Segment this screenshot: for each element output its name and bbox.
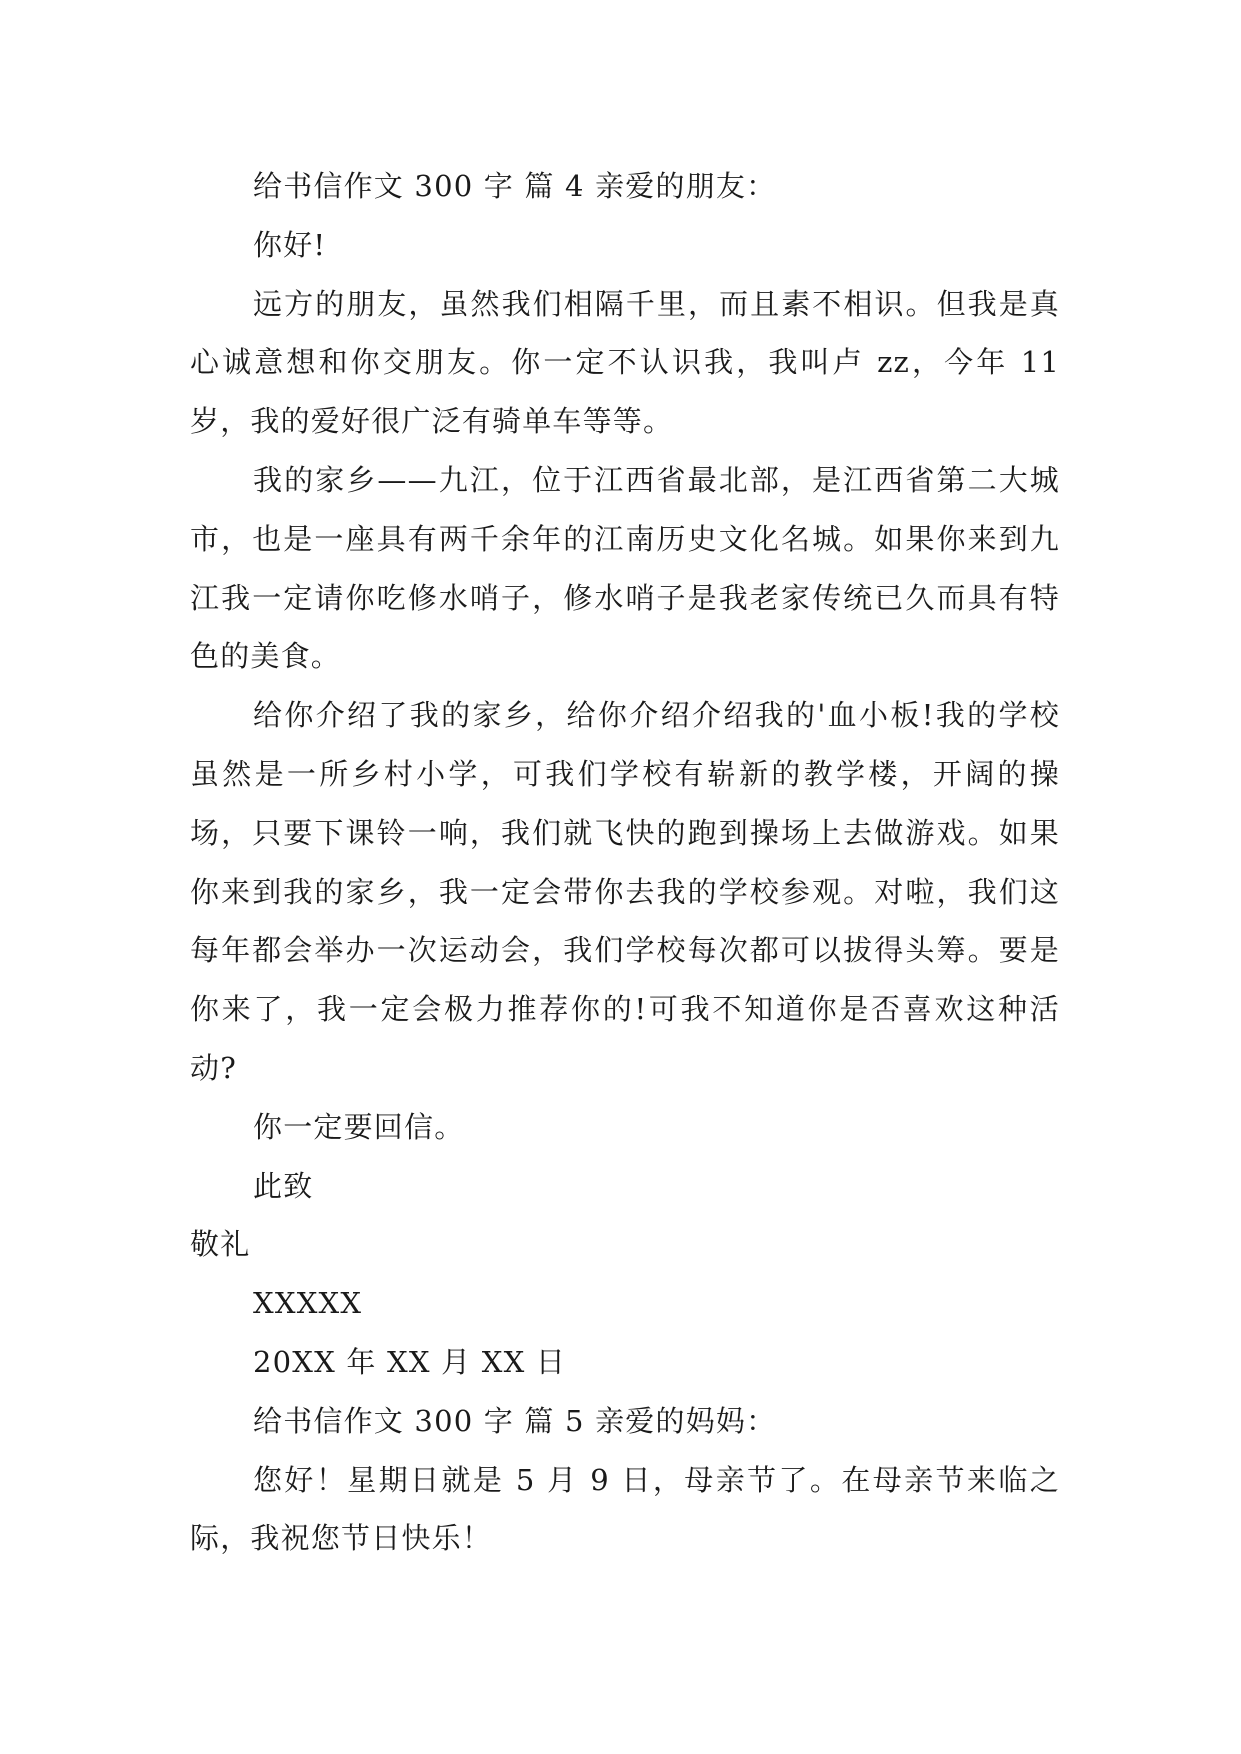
closing-regards: 敬礼 [190, 1227, 251, 1262]
letter-body [190, 157, 1060, 1568]
closing-salutation: 此致 [253, 1168, 314, 1203]
greeting: 你好! [253, 227, 327, 262]
essay-heading-5: 给书信作文 300 字 篇 5 亲爱的妈妈： [253, 1403, 777, 1438]
essay-heading-4: 给书信作文 300 字 篇 4 亲爱的朋友： [253, 169, 777, 203]
signature-date: 20XX 年 XX 月 XX 日 [253, 1344, 567, 1379]
paragraph-school: 给你介绍了我的家乡，给你介绍介绍我的'血小板!我的学校虽然是一所乡村小学，可我们学校有崭新的教学楼，开阔的操场，只要下课铃一响，我们就飞快的跑到操场上去做游戏。如果你来到我的家乡，我一定会带你去我的学校参观。对啦，我们这每年都会举办一次运动会，我们学校每次都可以拔得头筹。要是你来了，我一定会极力推荐你的!可我不知道你是否喜欢这种活动? [190, 698, 1060, 1085]
paragraph-intro: 远方的朋友，虽然我们相隔千里，而且素不相识。但我是真心诚意想和你交朋友。你一定不认识我，我叫卢 zz，今年 11 岁，我的爱好很广泛有骑单车等等。 [190, 286, 1060, 439]
signature-name: XXXXX [253, 1286, 363, 1321]
paragraph-request: 你一定要回信。 [253, 1109, 465, 1144]
paragraph-mothers-day: 您好！星期日就是 5 月 9 日，母亲节了。在母亲节来临之际，我祝您节日快乐！ [190, 1462, 1060, 1556]
paragraph-hometown: 我的家乡——九江，位于江西省最北部，是江西省第二大城市，也是一座具有两千余年的江南历史文化名城。如果你来到九江我一定请你吃修水哨子，修水哨子是我老家传统已久而具有特色的美食。 [190, 462, 1060, 674]
